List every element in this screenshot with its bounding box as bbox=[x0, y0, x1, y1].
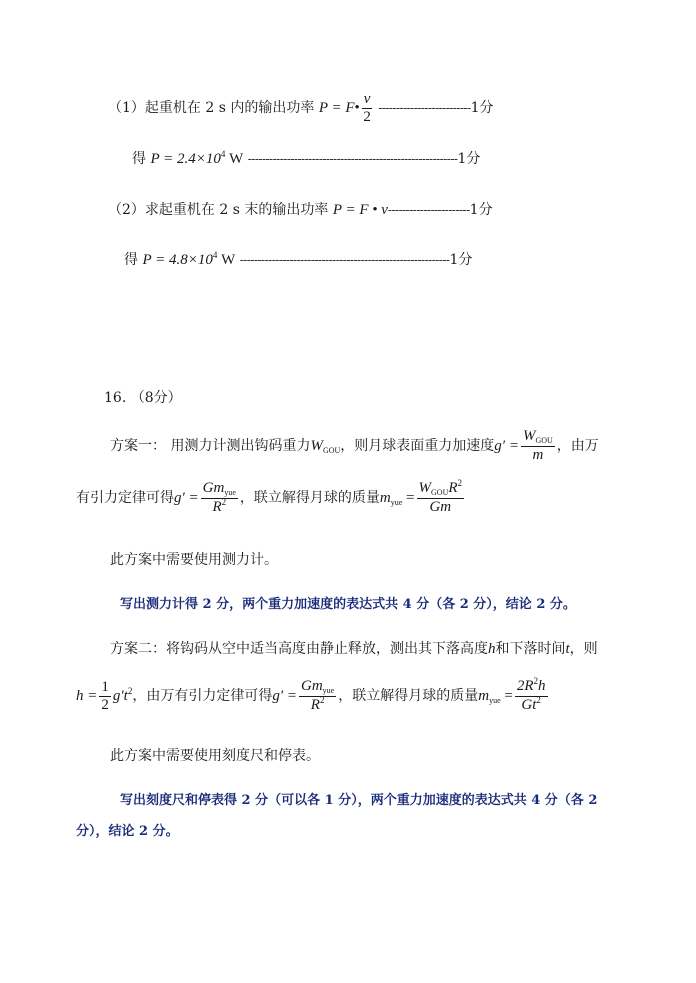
q16-plan1-text-c: ，由万 bbox=[556, 438, 599, 454]
q16-plan2-m-eq: = bbox=[504, 688, 513, 704]
q15-result1-unit: W bbox=[229, 151, 244, 167]
q16-plan1-W-sub: GOU bbox=[322, 446, 341, 455]
q15-part2-formula: P = F • v bbox=[332, 202, 388, 218]
q16-plan2-h: h bbox=[488, 641, 496, 657]
q16-plan2-line2-a: ，由万有引力定律可得 bbox=[132, 688, 273, 704]
q16-plan1-m-num-sub: GOU bbox=[431, 488, 449, 497]
q16-plan2-score-line2: 分），结论 2 分。 bbox=[76, 824, 179, 839]
q16-plan1-g2-den-sup: 2 bbox=[221, 496, 227, 507]
q16-plan2-m-den-sup: 2 bbox=[536, 694, 541, 705]
q16-plan1-m-fraction bbox=[417, 478, 465, 515]
q16-plan1-m-sub: yue bbox=[390, 498, 403, 507]
q15-result1-prefix: 得 bbox=[132, 151, 146, 167]
q15-result2-base: P = 4.8×10 bbox=[142, 252, 213, 268]
q16-plan2-m-num: 2R bbox=[516, 677, 534, 694]
q15-result2-line bbox=[124, 248, 472, 273]
q16-plan1-text-b: ，则月球表面重力加速度 bbox=[340, 438, 495, 454]
q16-plan2-half-den: 2 bbox=[101, 696, 109, 713]
q15-part1-prefix: （1）起重机在 2 s 内的输出功率 bbox=[108, 100, 315, 116]
q16-plan1-g2-num-sub: yue bbox=[224, 487, 236, 497]
q16-plan1-g2: g′ = bbox=[174, 490, 199, 506]
q15-part1-num: v bbox=[363, 91, 371, 108]
q15-result2-unit: W bbox=[221, 252, 236, 268]
q16-plan2-g2-den: R bbox=[310, 696, 320, 713]
q16-plan2-score-line1: 写出刻度尺和停表得 2 分（可以各 1 分），两个重力加速度的表达式共 4 分（各 2 bbox=[120, 793, 598, 808]
q16-plan2-m bbox=[478, 688, 513, 704]
q16-plan2-half-num: 1 bbox=[101, 678, 109, 695]
q16-plan2-line2 bbox=[76, 674, 550, 720]
q16-plan1-m-num-sup: 2 bbox=[457, 478, 463, 488]
q16-plan1-m-base: m bbox=[379, 490, 391, 506]
q16-plan1-line2 bbox=[76, 476, 466, 522]
q15-part1-den: 2 bbox=[363, 109, 371, 126]
q16-plan1-m-den: Gm bbox=[429, 499, 452, 515]
q15-part1-score: 1分 bbox=[470, 100, 494, 116]
q16-plan2-half bbox=[99, 680, 111, 713]
q16-plan2-gt-sup: 2 bbox=[127, 686, 133, 696]
q15-result1-score: 1分 bbox=[457, 151, 481, 167]
q16-plan2-g2-fraction bbox=[299, 679, 336, 714]
q15-part2-dots: ----------------------- bbox=[387, 203, 470, 217]
q16-plan2-m-base: m bbox=[478, 688, 490, 704]
q16-plan1-score: 写出测力计得 2 分，两个重力加速度的表达式共 4 分（各 2 分），结论 2 分。 bbox=[120, 597, 576, 612]
q16-plan1-m-num: W bbox=[418, 480, 432, 496]
q16-plan1-g2-fraction bbox=[201, 481, 238, 516]
q15-result2-value bbox=[142, 252, 235, 268]
q15-part1-lhs: P = F bbox=[318, 100, 355, 116]
q15-part1-formula bbox=[318, 91, 378, 126]
q16-plan2-g2: g′ = bbox=[272, 688, 297, 704]
q15-part1-op: • bbox=[354, 100, 360, 116]
q16-plan2-line1 bbox=[110, 637, 598, 661]
q16-plan1-line1 bbox=[110, 424, 599, 470]
q16-plan2-m-den: Gt bbox=[521, 696, 537, 713]
q16-plan2-tool: 此方案中需要使用刻度尺和停表。 bbox=[110, 748, 320, 764]
q16-plan1-g2-num: Gm bbox=[202, 479, 225, 496]
q15-part2-score: 1分 bbox=[469, 202, 493, 218]
q16-plan2-m-num-tail: h bbox=[538, 677, 546, 694]
q15-part1-fraction bbox=[362, 92, 373, 125]
q16-plan1-line2-a: 有引力定律可得 bbox=[76, 490, 174, 506]
q16-plan2-line2-b: ，联立解得月球的质量 bbox=[338, 688, 479, 704]
q16-plan1-g-fraction bbox=[521, 429, 555, 463]
q16-plan2-g2-num-sub: yue bbox=[322, 685, 335, 695]
q15-result1-dots: ----------------------------------------------------------- bbox=[247, 152, 458, 166]
q16-plan1-g-num: W bbox=[522, 428, 536, 444]
q16-plan2-text-c: ，则 bbox=[569, 641, 598, 657]
q15-result1-base: P = 2.4×10 bbox=[150, 151, 221, 167]
q16-plan1-text-a: 方案一： 用测力计测出钩码重力 bbox=[110, 438, 311, 454]
q16-plan1-line2-b: ，联立解得月球的质量 bbox=[239, 490, 380, 506]
q15-result1-line bbox=[132, 147, 480, 172]
q16-plan1-tool: 此方案中需要使用测力计。 bbox=[110, 552, 278, 568]
q15-part2-line bbox=[108, 198, 493, 222]
q16-plan2-g2-den-sup: 2 bbox=[319, 694, 325, 705]
q16-plan1-gp: g′ = bbox=[494, 438, 519, 454]
q16-plan2-gt-base: g′t bbox=[112, 688, 128, 704]
q16-plan1-m-num-tail: R bbox=[448, 480, 458, 496]
q15-result1-value bbox=[150, 151, 243, 167]
q15-result2-prefix: 得 bbox=[124, 252, 138, 268]
q16-plan2-t: t bbox=[565, 641, 570, 657]
q16-plan1-g-num-sub: GOU bbox=[535, 436, 553, 445]
q16-plan1-W bbox=[310, 438, 340, 454]
q16-plan1-m-eq: = bbox=[406, 490, 415, 506]
q16-plan2-text-b: 和下落时间 bbox=[495, 641, 566, 657]
q15-part1-line bbox=[108, 88, 494, 128]
q15-result1-exp: 4 bbox=[220, 149, 226, 159]
q16-plan2-m-sub: yue bbox=[489, 696, 501, 705]
q16-plan1-g-den: m bbox=[532, 447, 544, 463]
q16-plan2-h-eq: h = bbox=[76, 688, 98, 704]
q15-part2-prefix: （2）求起重机在 2 s 末的输出功率 bbox=[108, 202, 329, 218]
q16-plan2-m-num-sup: 2 bbox=[533, 675, 539, 686]
q16-heading: 16. （8分） bbox=[104, 390, 182, 406]
q15-result2-score: 1分 bbox=[449, 252, 473, 268]
q16-plan1-m bbox=[380, 490, 415, 506]
q15-result2-dots: ----------------------------------------------------------- bbox=[239, 253, 450, 267]
q16-plan2-m-fraction bbox=[515, 675, 548, 714]
q16-plan2-g2-num: Gm bbox=[300, 677, 323, 694]
q16-plan1-W-base: W bbox=[310, 438, 323, 454]
q16-plan2-text-a: 方案二：将钩码从空中适当高度由静止释放，测出其下落高度 bbox=[110, 641, 488, 657]
q16-plan2-gt bbox=[113, 688, 132, 704]
q16-plan1-g2-den: R bbox=[212, 498, 222, 515]
q15-result2-exp: 4 bbox=[212, 250, 218, 260]
q15-part1-dots: -------------------------- bbox=[378, 101, 471, 115]
